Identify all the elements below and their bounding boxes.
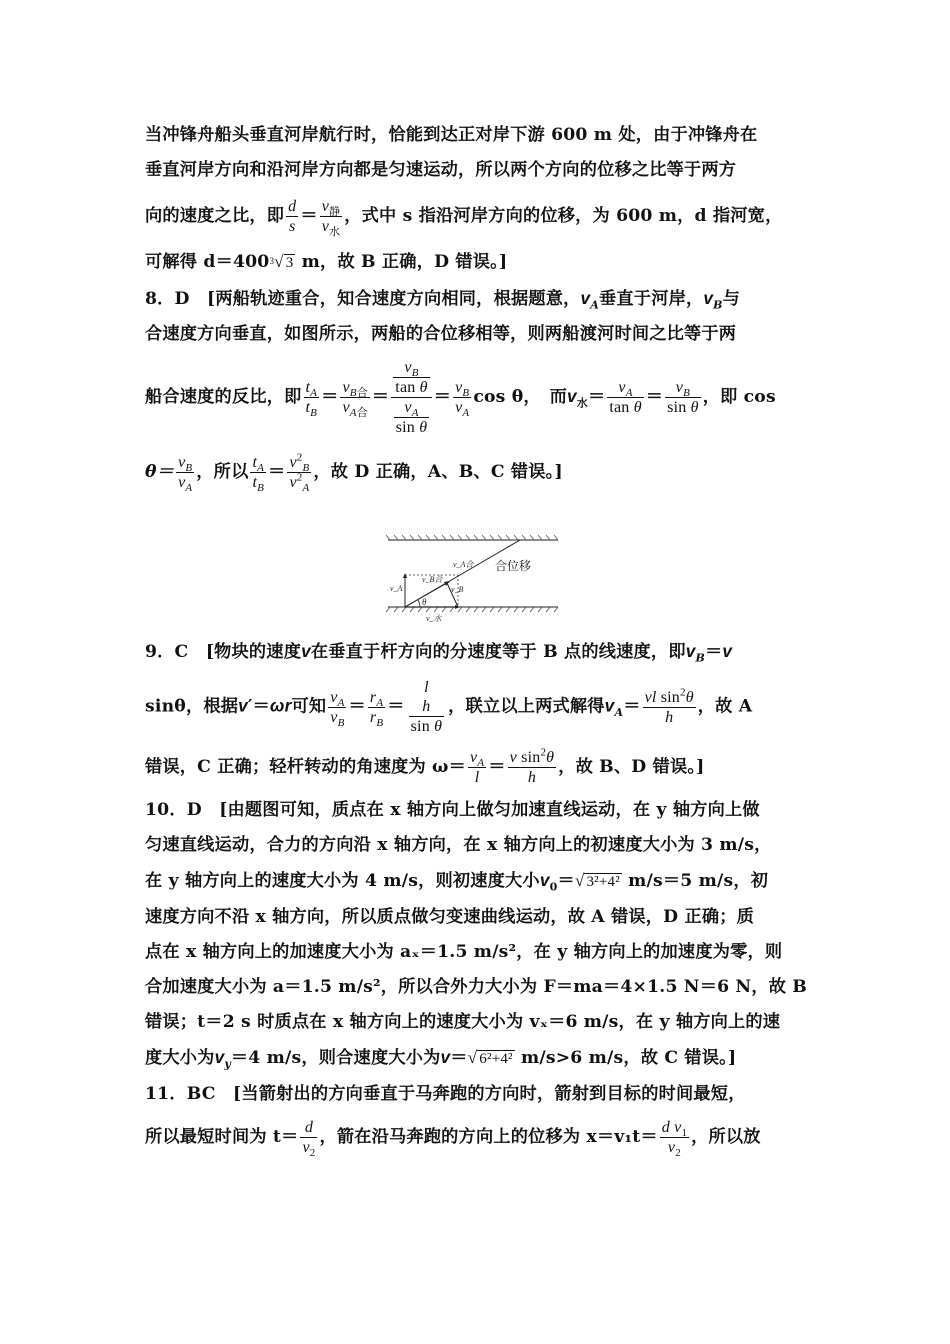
q9-line-2: sinθ，根据v′＝ωr可知 $\frac{v_A}{v_B}$ ＝ $\frac{r_A}{r_B}$ ＝ l $\frac{h}{\text{sin θ}}$ ，联立以上两式解得$v_A=$ $\frac{vl \sin^2\theta}{h}$ ，故 A xyxy=(145,679,753,735)
q10-line-2: 匀速直线运动，合力的方向沿 x 轴方向，在 x 轴方向上的初速度大小为 3 m/s， xyxy=(145,835,772,855)
q8-line-1: 8．D [两船轨迹重合，知合速度方向相同，根据题意，$v_A$垂直于河岸，$v_B$与 xyxy=(145,288,741,312)
vB-label: v_B xyxy=(451,585,464,594)
fraction-d-over-s: $\frac{d}{s}$ xyxy=(288,198,297,235)
q10-line-4: 速度方向不沿 x 轴方向，所以质点做匀变速曲线运动，故 A 错误，D 正确；质 xyxy=(145,907,755,927)
vA-label: v_A xyxy=(390,584,403,593)
sqrt-3-4: √ 3²+4² xyxy=(574,871,620,890)
q8-line-3: 船合速度的反比，即 $\frac{t_A}{t_B}$ ＝ $\frac{v_{B合}}{v_{A合}}$ ＝ $\frac{\frac{v_B}{\text{tan θ}}}{\frac{v_A}{\text{sin θ}}}$ ＝ $\frac{v_B}{v_A}$ cos θ， 而$v_水=$ $\frac{v_A}{\text{tan θ}}$ ＝ $\frac{v_B}{\text{sin θ}}$ ，即 cos xyxy=(145,359,776,436)
line-2: 垂直河岸方向和沿河岸方向都是匀速运动，所以两个方向的位移之比等于两方 xyxy=(145,160,737,180)
sqrt-6-4: √ 6²+4² xyxy=(467,1048,513,1067)
line-3: 向的速度之比，即 $\frac{d}{s}$ ＝ $\frac{v_静}{v_水}$ ，式中 s 指沿河岸方向的位移，为 600 m，d 指河宽， xyxy=(145,198,783,239)
q11-line-1: 11．BC [当箭射出的方向垂直于马奔跑的方向时，箭射到目标的时间最短， xyxy=(145,1084,746,1104)
fraction-v-jing-over-v-shui: $\frac{v_静}{v_水}$ xyxy=(321,198,341,239)
solution-text-2 xyxy=(145,634,810,1163)
q10-line-8: 度大小为$v_y=4$ m/s，则合速度大小为v＝√ 6²+4² m/s>6 m/s，故 C 错误。] xyxy=(145,1040,810,1077)
q10-line-7: 错误；t＝2 s 时质点在 x 轴方向上的速度大小为 vₓ＝6 m/s，在 y 轴方向上的速 xyxy=(145,1012,781,1032)
line-4: 可解得 $d=400^3√$ 3 m，故 B 正确，D 错误。] xyxy=(145,244,810,281)
theta-label: θ xyxy=(422,597,427,607)
q10-line-3: 在 y 轴方向上的速度大小为 4 m/s，则初速度大小$v_0=√$ 3²+4² m/s＝5 m/s，初 xyxy=(145,863,810,900)
v-water-label: v_水 xyxy=(426,614,442,623)
q11-line-2: 所以最短时间为 t＝ $\frac{d}{v_2}$ ，箭在沿马奔跑的方向上的位移为 x＝v₁t＝ $\frac{d v_1}{v_2}$ ，所以放 xyxy=(145,1119,761,1160)
q10-line-5: 点在 x 轴方向上的加速度大小为 aₓ＝1.5 m/s²，在 y 轴方向上的加速度为零，则 xyxy=(145,942,783,962)
q10-line-6: 合加速度大小为 a＝1.5 m/s²，所以合外力大小为 F＝ma＝4×1.5 N＝6 N，故 B xyxy=(145,977,808,997)
line-1: 当冲锋舟船头垂直河岸航行时，恰能到达正对岸下游 600 m 处，由于冲锋舟在 xyxy=(145,125,758,145)
q10-line-1: 10．D [由题图可知，质点在 x 轴方向上做匀加速直线运动，在 y 轴方向上做 xyxy=(145,800,760,820)
q9-line-3: 错误，C 正确；轻杆转动的角速度为 ω＝ $\frac{v_A}{l}$ ＝ $\frac{v \sin^2\theta}{h}$ ，故 B、D 错误。] xyxy=(145,746,705,786)
cube-root-3: $^3$√ 3 xyxy=(269,252,294,271)
vB-he-label: v_B合 xyxy=(422,575,443,584)
compound-fraction: $\frac{\frac{v_B}{\text{tan θ}}}{\frac{v_A}{\text{sin θ}}}$ xyxy=(391,358,431,437)
resultant-label: 合位移 xyxy=(495,559,532,573)
q8-line-4: θ＝ $\frac{v_B}{v_A}$ ，所以 $\frac{t_A}{t_B}$ ＝ $\frac{v^2_B}{v^2_A}$ ，故 D 正确，A、B、C 错误。] xyxy=(145,451,563,495)
q8-line-2: 合速度方向垂直，如图所示，两船的合位移相等，则两船渡河时间之比等于两 xyxy=(145,324,737,344)
vA-he-label: v_A合 xyxy=(453,560,474,569)
solution-text xyxy=(145,118,810,508)
velocity-diagram xyxy=(380,533,560,628)
q9-line-1: 9．C [物块的速度v在垂直于杆方向的分速度等于 B 点的线速度，即$v_B=v$ xyxy=(145,641,733,665)
